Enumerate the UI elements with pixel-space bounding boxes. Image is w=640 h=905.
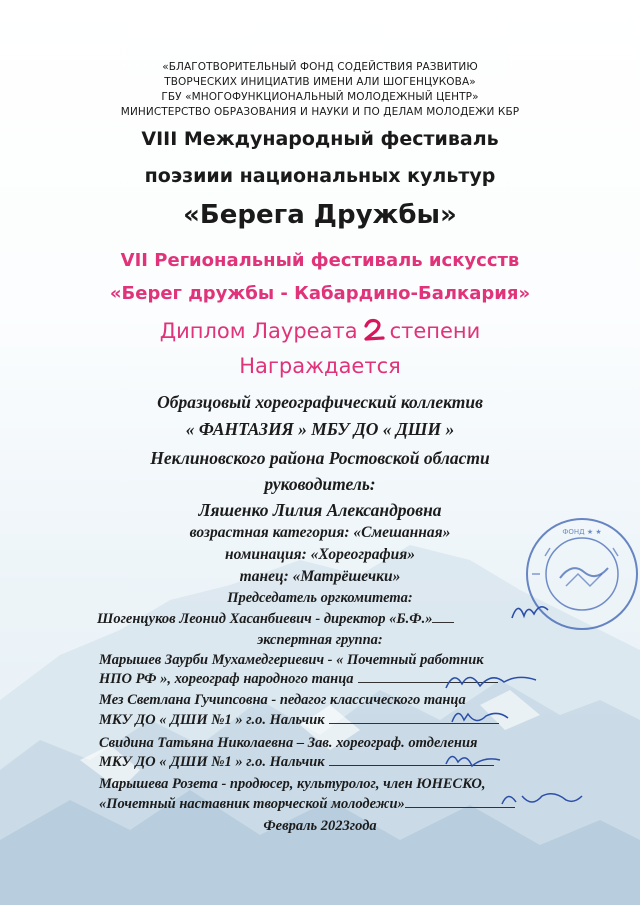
organizer-line: МИНИСТЕРСТВО ОБРАЗОВАНИЯ И НАУКИ И ПО ДЕЛАМ МОЛОДЕЖИ КБР [120, 106, 520, 118]
expert-3-title: Свидина Татьяна Николаевна – Зав. хореограф. отделения [99, 735, 478, 751]
recipient-name: « ФАНТАЗИЯ » МБУ ДО « ДШИ » [185, 419, 455, 439]
signature-expert-2 [446, 704, 516, 732]
svg-text:ФОНД ★ ★: ФОНД ★ ★ [562, 528, 602, 536]
expert-1-title: Марышев Заурби Мухамедгериевич - « Почетный работник [99, 652, 484, 668]
festival-title: VIII Международный фестиваль [141, 128, 499, 150]
expert-2-title: Мез Светлана Гучипсовна - педагог классического танца [99, 692, 466, 708]
nomination: номинация: «Хореография» [225, 546, 415, 563]
expert-group-label: экспертная группа: [257, 632, 383, 648]
diploma-suffix: степени [389, 319, 481, 343]
expert-2-school: МКУ ДО « ДШИ №1 » г.о. Нальчик [99, 712, 499, 729]
organizer-line: «БЛАГОТВОРИТЕЛЬНЫЙ ФОНД СОДЕЙСТВИЯ РАЗВИТИЮ [162, 61, 478, 73]
handwritten-degree [361, 318, 387, 342]
awarded-label: Награждается [239, 354, 401, 378]
leader-name: Ляшенко Лилия Александровна [198, 500, 442, 520]
recipient-collective: Образцовый хореографический коллектив [157, 392, 483, 412]
signature-expert-3 [440, 748, 510, 774]
expert-3-school: МКУ ДО « ДШИ №1 » г.о. Нальчик [99, 754, 494, 771]
diploma-title [0, 318, 640, 343]
organizer-line: ТВОРЧЕСКИХ ИНИЦИАТИВ ИМЕНИ АЛИ ШОГЕНЦУКОВА» [164, 76, 476, 88]
regional-festival-title: VII Региональный фестиваль искусств [120, 250, 520, 271]
signature-line [432, 622, 454, 623]
organizer-line: ГБУ «МНОГОФУНКЦИОНАЛЬНЫЙ МОЛОДЕЖНЫЙ ЦЕНТР» [161, 91, 479, 103]
expert-4-title: Марышева Розета - продюсер, культуролог, член ЮНЕСКО, [99, 776, 486, 792]
regional-festival-name: «Берег дружбы - Кабардино-Балкария» [109, 283, 531, 304]
expert-1-role: НПО РФ », хореограф народного танца [99, 671, 498, 688]
festival-name: «Берега Дружбы» [183, 200, 457, 230]
age-category: возрастная категория: «Смешанная» [189, 524, 451, 541]
signature-expert-4 [496, 786, 586, 812]
signature-chair [508, 596, 554, 626]
diploma-prefix: Диплом Лауреата [159, 319, 358, 343]
dance-title: танец: «Матрёшечки» [239, 568, 401, 585]
chair-name: Шогенцуков Леонид Хасанбиевич - директор «Б.Ф.» [97, 611, 454, 628]
issue-date: Февраль 2023года [263, 818, 377, 834]
expert-4-honor: «Почетный наставник творческой молодежи» [99, 796, 515, 813]
leader-label: руководитель: [264, 474, 376, 494]
chair-label: Председатель оргкомитета: [227, 590, 413, 606]
signature-expert-1 [440, 664, 550, 696]
recipient-region: Неклиновского района Ростовской области [150, 448, 490, 468]
festival-subtitle: поэзиии национальных культур [144, 165, 496, 187]
